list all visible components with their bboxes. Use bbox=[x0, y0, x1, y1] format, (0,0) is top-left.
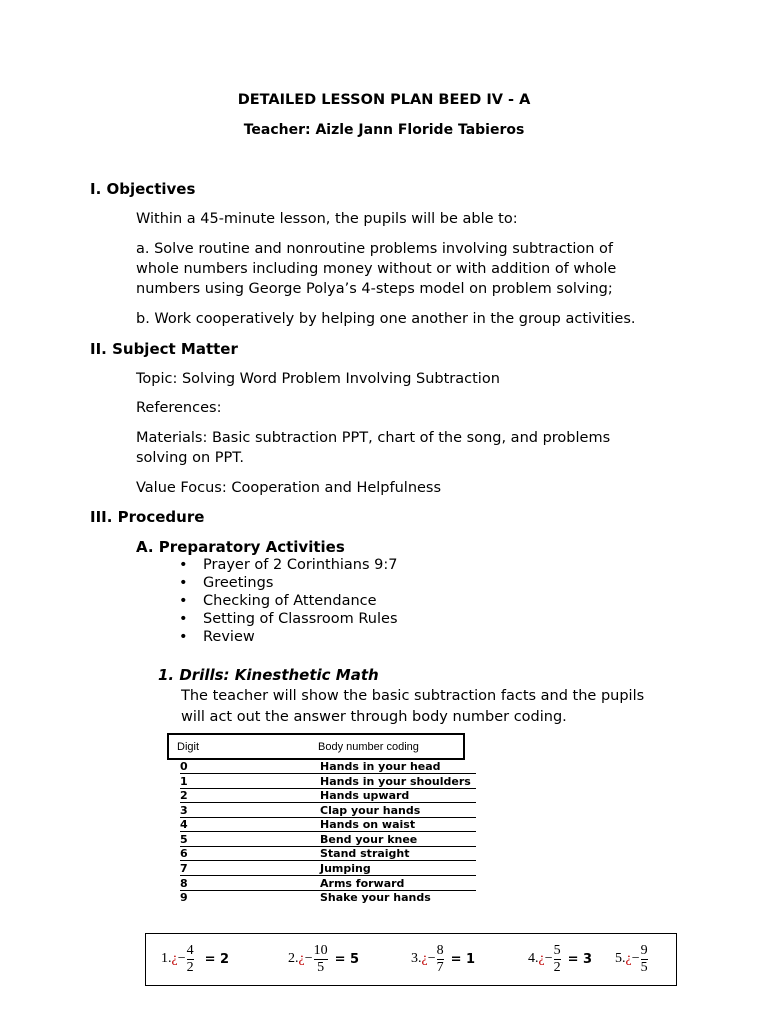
table-row bbox=[180, 804, 480, 819]
minus-sign: − bbox=[544, 951, 553, 966]
equation-5 bbox=[615, 937, 649, 981]
coding-cell: Hands in your head bbox=[320, 760, 441, 773]
list-item bbox=[179, 610, 479, 628]
preparatory-activities-heading: A. Preparatory Activities bbox=[136, 538, 345, 556]
header-digit: Digit bbox=[177, 741, 200, 753]
digit-cell: 7 bbox=[180, 862, 188, 875]
table-row bbox=[180, 833, 480, 848]
digit-cell: 3 bbox=[180, 803, 188, 817]
table-row bbox=[180, 847, 480, 862]
inverted-question-mark: ¿ bbox=[421, 951, 428, 966]
equation-number: 2. bbox=[288, 951, 299, 966]
table-row bbox=[180, 862, 480, 877]
list-item-text: Setting of Classroom Rules bbox=[203, 611, 398, 627]
fraction bbox=[554, 943, 561, 976]
references-line: References: bbox=[136, 400, 222, 416]
numerator: 10 bbox=[313, 942, 328, 958]
equation-number: 1. bbox=[161, 951, 172, 966]
digit-cell: 5 bbox=[180, 832, 188, 846]
table-row bbox=[180, 760, 480, 775]
numerator: 5 bbox=[553, 942, 561, 958]
equation-1 bbox=[161, 937, 229, 981]
inverted-question-mark: ¿ bbox=[625, 951, 632, 966]
coding-cell: Hands upward bbox=[320, 789, 410, 802]
drill-description-line2: will act out the answer through body number coding. bbox=[181, 709, 567, 725]
numerator: 4 bbox=[186, 942, 194, 958]
objective-a-line1: a. Solve routine and nonroutine problems involving subtraction of bbox=[136, 241, 614, 257]
table-row bbox=[180, 775, 480, 790]
equation-result: = 3 bbox=[567, 951, 593, 967]
objective-a-line3: numbers using George Polya’s 4-steps model on problem solving; bbox=[136, 281, 613, 297]
table-row bbox=[180, 818, 480, 833]
coding-cell: Jumping bbox=[320, 862, 371, 875]
bullet-icon: • bbox=[179, 611, 188, 627]
bullet-icon: • bbox=[179, 557, 188, 573]
inverted-question-mark: ¿ bbox=[298, 951, 305, 966]
digit-cell: 8 bbox=[180, 876, 188, 890]
denominator: 5 bbox=[317, 959, 325, 975]
list-item bbox=[179, 556, 479, 574]
document-title: DETAILED LESSON PLAN BEED IV - A bbox=[237, 92, 531, 108]
subject-heading: II. Subject Matter bbox=[90, 340, 238, 358]
objective-a-line2: whole numbers including money without or with addition of whole bbox=[136, 261, 617, 277]
equation-number: 5. bbox=[615, 951, 626, 966]
teacher-name: Teacher: Aizle Jann Floride Tabieros bbox=[243, 122, 525, 138]
equation-3 bbox=[411, 937, 475, 981]
list-item-text: Checking of Attendance bbox=[203, 593, 377, 609]
header-body-number-coding: Body number coding bbox=[318, 741, 419, 753]
coding-cell: Hands in your shoulders bbox=[320, 774, 471, 788]
bullet-icon: • bbox=[179, 575, 188, 591]
equation-2 bbox=[288, 937, 359, 981]
denominator: 5 bbox=[640, 959, 648, 975]
minus-sign: − bbox=[177, 951, 186, 966]
objectives-heading: I. Objectives bbox=[90, 180, 196, 198]
inverted-question-mark: ¿ bbox=[538, 951, 545, 966]
procedure-heading: III. Procedure bbox=[90, 508, 205, 526]
table-row bbox=[180, 877, 480, 892]
denominator: 7 bbox=[436, 959, 444, 975]
objective-b: b. Work cooperatively by helping one another in the group activities. bbox=[136, 311, 636, 327]
coding-cell: Stand straight bbox=[320, 847, 410, 860]
objectives-intro: Within a 45-minute lesson, the pupils will be able to: bbox=[136, 211, 518, 227]
fraction bbox=[314, 943, 328, 976]
row-underline bbox=[180, 860, 476, 861]
digit-cell: 2 bbox=[180, 789, 188, 802]
list-item-text: Prayer of 2 Corinthians 9:7 bbox=[203, 557, 398, 573]
fraction bbox=[187, 943, 194, 976]
list-item-text: Greetings bbox=[203, 575, 274, 591]
equation-result: = 5 bbox=[334, 951, 360, 967]
coding-cell: Arms forward bbox=[320, 876, 405, 890]
denominator: 2 bbox=[553, 959, 561, 975]
fraction bbox=[437, 943, 444, 976]
digit-cell: 9 bbox=[180, 891, 188, 904]
drill-description-line1: The teacher will show the basic subtraction facts and the pupils bbox=[181, 688, 645, 704]
fraction bbox=[641, 943, 648, 976]
minus-sign: − bbox=[304, 951, 313, 966]
bullet-icon: • bbox=[179, 593, 188, 609]
list-item bbox=[179, 574, 479, 592]
minus-sign: − bbox=[427, 951, 436, 966]
numerator: 9 bbox=[640, 942, 648, 958]
bullet-icon: • bbox=[179, 629, 188, 645]
list-item bbox=[179, 592, 479, 610]
denominator: 2 bbox=[186, 959, 194, 975]
inverted-question-mark: ¿ bbox=[171, 951, 178, 966]
coding-table-header bbox=[167, 733, 465, 760]
topic-line: Topic: Solving Word Problem Involving Subtraction bbox=[136, 371, 500, 387]
equation-number: 3. bbox=[411, 951, 422, 966]
coding-cell: Hands on waist bbox=[320, 818, 416, 831]
coding-cell: Bend your knee bbox=[320, 832, 418, 846]
equation-result: = 2 bbox=[204, 951, 230, 967]
numerator: 8 bbox=[436, 942, 444, 958]
equation-number: 4. bbox=[528, 951, 539, 966]
table-row bbox=[180, 891, 480, 906]
coding-cell: Shake your hands bbox=[320, 891, 431, 904]
list-item bbox=[179, 628, 479, 646]
minus-sign: − bbox=[631, 951, 640, 966]
materials-line2: solving on PPT. bbox=[136, 450, 244, 466]
digit-cell: 4 bbox=[180, 818, 188, 831]
digit-cell: 0 bbox=[180, 760, 188, 773]
coding-cell: Clap your hands bbox=[320, 803, 421, 817]
coding-table-body bbox=[180, 760, 480, 908]
equation-4 bbox=[528, 937, 592, 981]
materials-line1: Materials: Basic subtraction PPT, chart of the song, and problems bbox=[136, 430, 611, 446]
list-item-text: Review bbox=[203, 629, 255, 645]
digit-cell: 6 bbox=[180, 847, 188, 860]
equation-result: = 1 bbox=[450, 951, 476, 967]
table-row bbox=[180, 789, 480, 804]
digit-cell: 1 bbox=[180, 774, 188, 788]
value-focus-line: Value Focus: Cooperation and Helpfulness bbox=[136, 480, 442, 496]
drills-heading: 1. Drills: Kinesthetic Math bbox=[158, 666, 379, 684]
